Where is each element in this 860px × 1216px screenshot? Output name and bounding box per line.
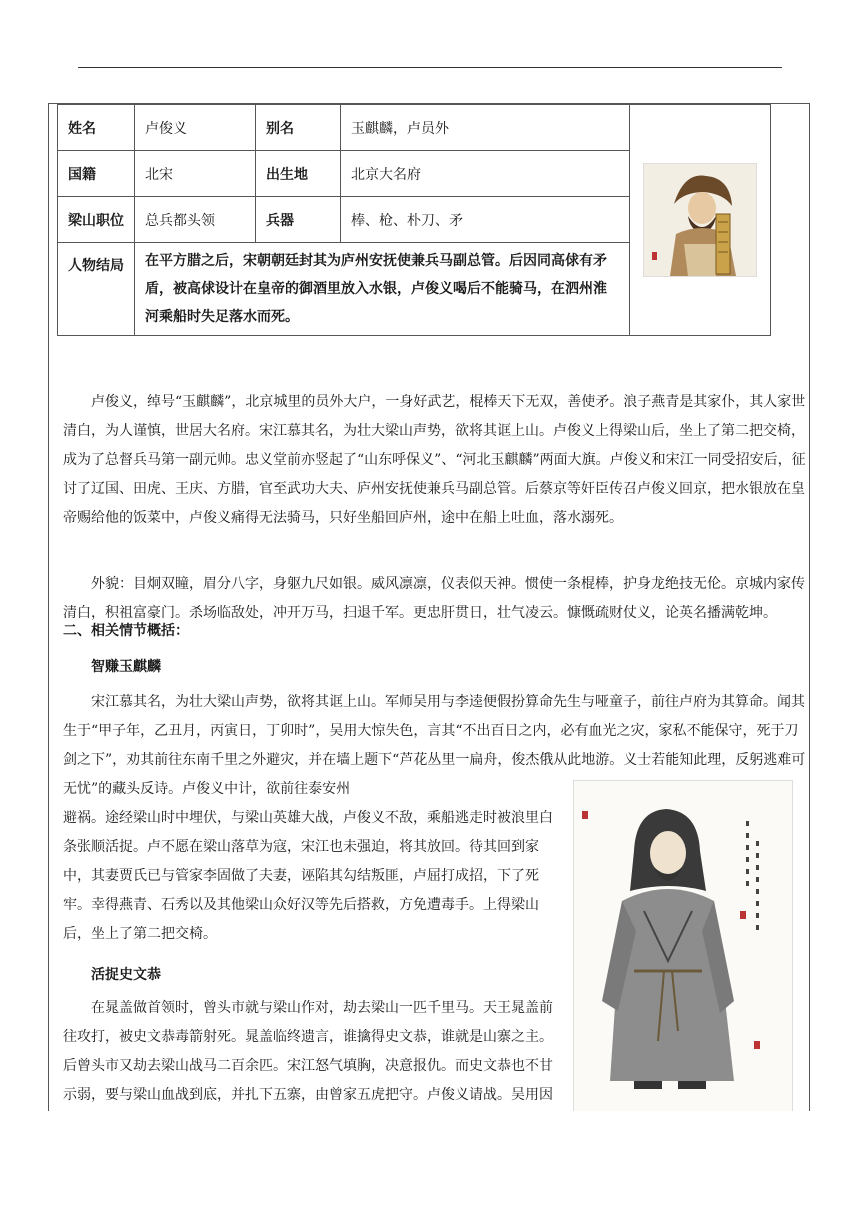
- content-frame: [48, 103, 810, 1111]
- story-1-paragraph: 宋江慕其名，为壮大梁山声势，欲将其诓上山。军师吴用与李逵便假扮算命先生与哑童子，前往卢府为其算命。闻其生于“甲子年，乙丑月，丙寅日，丁卯时”，吴用大惊失色，言其“不出百日之内，必有血光之灾，家私不能保守，死于刀剑之下”，劝其前往东南千里之外避灾，并在墙上题下“芦花丛里一扁舟，俊杰俄从此地游。义士若能知此理，反躬逃难可无忧”的藏头反诗。卢俊义中计，欲前往泰安州: [63, 694, 806, 797]
- alias-label: 别名: [256, 105, 341, 151]
- position-label: 梁山职位: [58, 197, 135, 243]
- story-1-paragraph-continued: 避祸。途经梁山时中埋伏，与梁山英雄大战，卢俊义不敌，乘船逃走时被浪里白条张顺活捉。卢不愿在梁山落草为寇，宋江也未强迫，将其放回。待其回到家中，其妻贾氏已与管家李固做了夫妻，诬陷其勾结叛匪，卢屈打成招，下了死牢。幸得燕青、石秀以及其他梁山众好汉等先后搭救，方免遭毒手。上得梁山后，坐上了第二把交椅。: [63, 810, 553, 942]
- header-rule: [78, 67, 782, 68]
- story-title-1: 智赚玉麒麟: [91, 659, 161, 675]
- profile-table: [57, 104, 771, 336]
- fate-label: 人物结局: [58, 243, 135, 336]
- story-title-2: 活捉史文恭: [91, 967, 161, 983]
- birthplace-label: 出生地: [256, 151, 341, 197]
- position-value: 总兵都头领: [135, 197, 256, 243]
- weapon-label: 兵器: [256, 197, 341, 243]
- nationality-value: 北宋: [135, 151, 256, 197]
- intro-paragraph: 卢俊义，绰号“玉麒麟”，北京城里的员外大户，一身好武艺，棍棒天下无双，善使矛。浪子燕青是其家仆，其人家世清白，为人谨慎，世居大名府。宋江慕其名，为壮大梁山声势，欲将其诓上山。卢俊义上得梁山后，坐上了第二把交椅，成为了总督兵马第一副元帅。忠义堂前亦竖起了“山东呼保义”、“河北玉麒麟”两面大旗。卢俊义和宋江一同受招安后，征讨了辽国、田虎、王庆、方腊，官至武功大夫、庐州安抚使兼兵马副总管。后蔡京等奸臣传召卢俊义回京，把水银放在皇帝赐给他的饭菜中，卢俊义痛得无法骑马，只好坐船回庐州，途中在船上吐血，落水溺死。: [63, 394, 806, 526]
- weapon-value: 棒、枪、朴刀、矛: [341, 197, 630, 243]
- alias-value: 玉麒麟，卢员外: [341, 105, 630, 151]
- portrait-cell: [630, 105, 771, 336]
- name-value: 卢俊义: [135, 105, 256, 151]
- appearance-paragraph: 外貌：目炯双瞳，眉分八字，身躯九尺如银。威风凛凛，仪表似天神。惯使一条棍棒，护身龙绝技无伦。京城内家传清白，积祖富豪门。杀场临敌处，冲开万马，扫退千军。更忠肝贯日，壮气凌云。慷慨疏财仗义，论英名播满乾坤。: [63, 576, 805, 621]
- lu-junyi-portrait-image: [643, 163, 757, 277]
- birthplace-value: 北京大名府: [341, 151, 630, 197]
- lu-junyi-ink-portrait-image: [573, 780, 793, 1111]
- section-heading: 二、相关情节概括：: [63, 623, 189, 639]
- name-label: 姓名: [58, 105, 135, 151]
- table-row: [58, 105, 771, 151]
- fate-value: 在平方腊之后，宋朝朝廷封其为庐州安抚使兼兵马副总管。后因同高俅有矛盾，被高俅设计在皇帝的御酒里放入水银，卢俊义喝后不能骑马，在泗州淮河乘船时失足落水而死。: [135, 243, 630, 336]
- nationality-label: 国籍: [58, 151, 135, 197]
- story-2-paragraph: 在晁盖做首领时，曾头市就与梁山作对，劫去梁山一匹千里马。天王晁盖前往攻打，被史文恭毒箭射死。晁盖临终遗言，谁擒得史文恭，谁就是山寨之主。后曾头市又劫去梁山战马二百余匹。宋江怒气填胸，决意报仇。而史文恭也不甘示弱，要与梁山血战到底，并扎下五寨，由曾家五虎把守。卢俊义请战。吴用因: [63, 1000, 553, 1103]
